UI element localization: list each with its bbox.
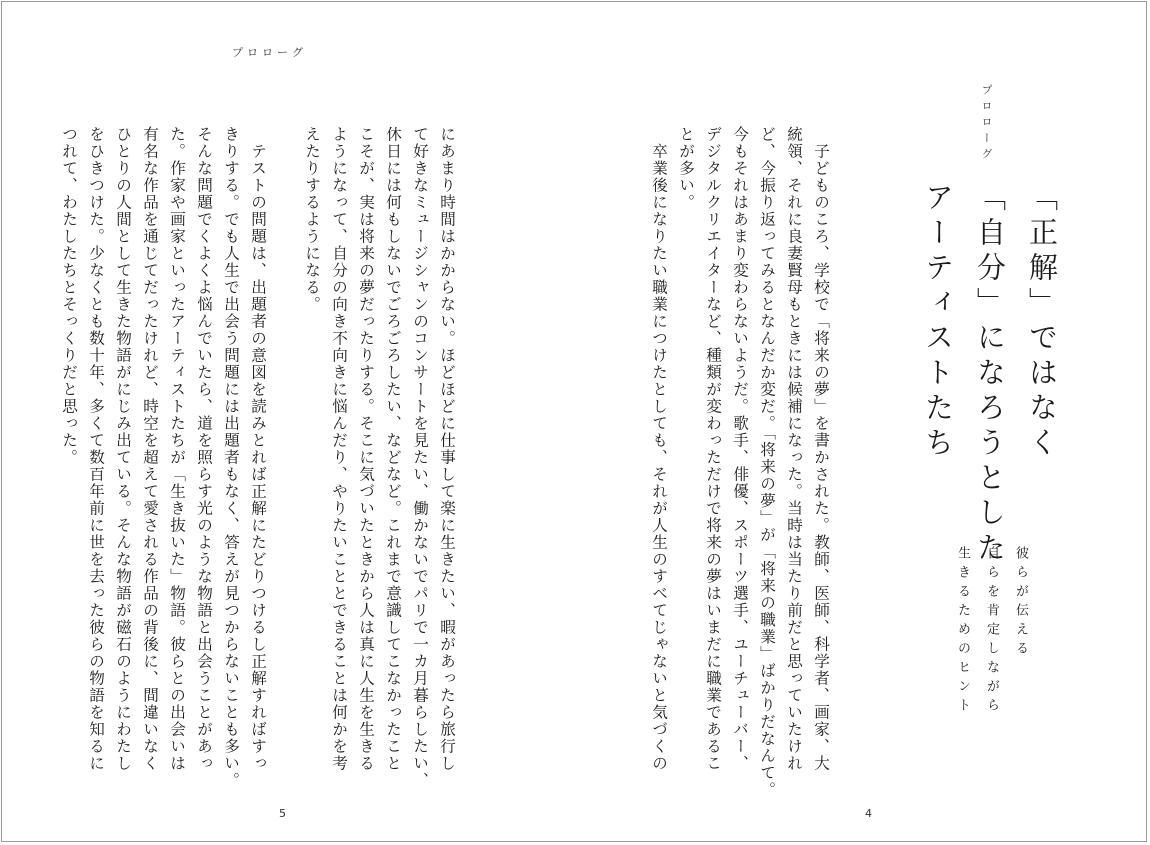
chapter-title: 「正解」ではなく 「自分」になろうとした アーティストたち xyxy=(921,182,1059,567)
chapter-label: プロローグ xyxy=(980,84,993,164)
page-number-right: 4 xyxy=(865,807,872,820)
running-header: プロローグ xyxy=(232,46,307,59)
chapter-subtitle: 彼らが伝える 自らを肯定しながら 生きるためのヒント xyxy=(955,546,1028,717)
right-page-body-text: 子どものころ、学校で「将来の夢」を書かされた。教師、医師、科学者、画家、大 統領、それに良妻賢母もときには候補になった。当時は当たり前だと思っていたけれ ど、今振り返ってみるとなんだか変だ。「将来の夢」が「将来の職業」ばかりだなんて。 今もそれはあまり変わらないようだ。歌手、俳優、スポーツ選手、ユーチューバー、 デジタルクリエイターなど、種類が変わっただけで将来の夢はいまだに職業であるこ とが多い。 卒業後になりたい職業につけたとしても、それが人生のすべてじゃないと気づくの xyxy=(650,126,830,799)
page-number-left: 5 xyxy=(279,807,286,820)
left-page-body-text: にあまり時間はかからない。ほどほどに仕事して楽に生きたい、暇があったら旅行し て好きなミュージシャンのコンサートを見たい、働かないでパリで一カ月暮らしたい、 休日には何もしないでごろごろしたい、などなど。これまで意識してこなかったこと こそが、実は将来の夢だったりする。そこに気づいたときから人は真に人生を生きる ようになって、自分の向き不向きに悩んだり、やりたいこととできることは何かを考 えたりするようになる。 テストの問題は、出題者の意図を読みとれば正解にたどりつけるし正解すればすっ きりする。でも人生で出会う問題には出題者もなく、答えが見つからないことも多い。 そんな問題でくよくよ悩んでいたら、道を照らす光のような物語と出会うことがあっ た。作家や画家といったアーティストたちが「生き抜いた」物語。彼らとの出会いは 有名な作品を通じてだったけれど、時空を超えて愛される作品の背後に、間違いなく ひとりの人間として生きた物語がにじみ出ている。そんな物語が磁石のようにわたし をひきつけた。少なくとも数十年、多くて数百年前に世を去った彼らの物語を知るに つれて、わたしたちとそっくりだと思った。 xyxy=(60,126,456,789)
